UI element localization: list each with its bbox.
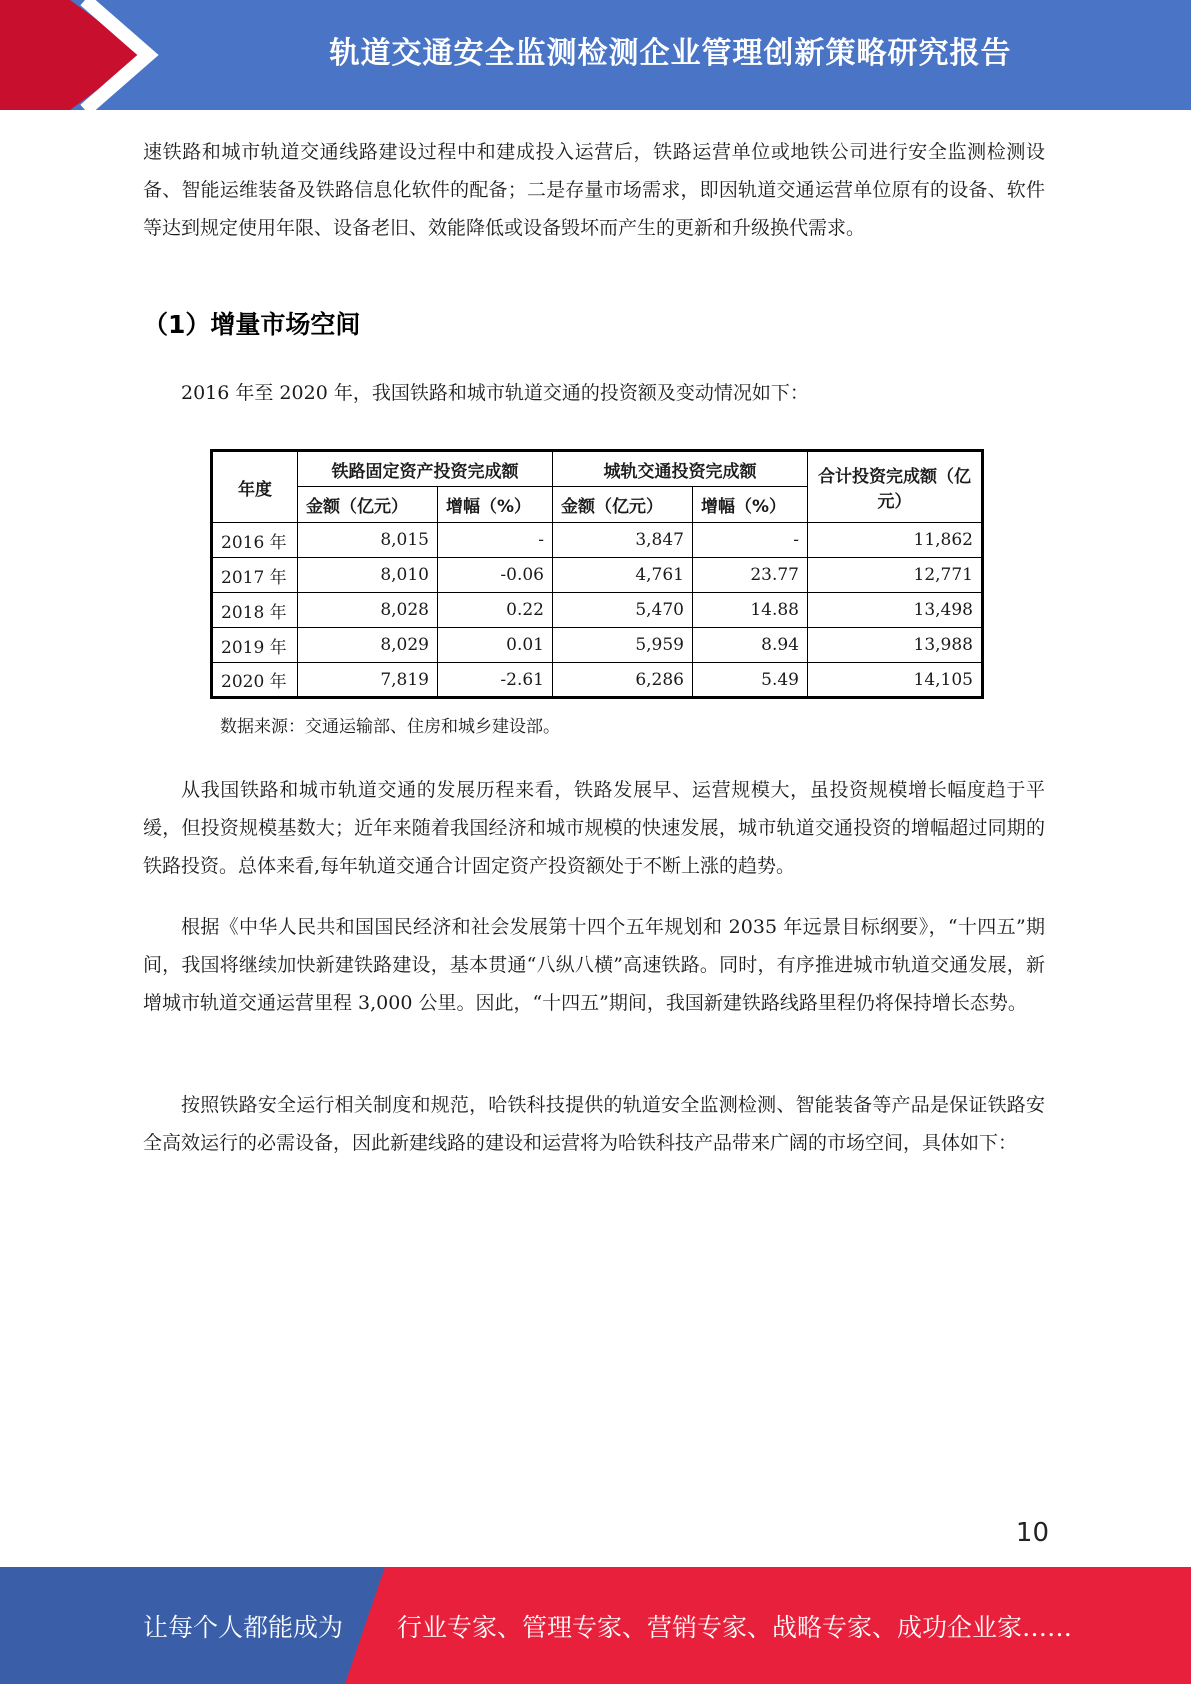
cell-year: 2016 年 — [212, 523, 298, 558]
cell-urban-amount: 6,286 — [553, 663, 693, 698]
paragraph-development-history: 从我国铁路和城市轨道交通的发展历程来看，铁路发展早、运营规模大，虽投资规模增长幅度趋于平缓，但投资规模基数大；近年来随着我国经济和城市规模的快速发展，城市轨道交通投资的增幅超过同期的铁路投资。总体来看,每年轨道交通合计固定资产投资额处于不断上涨的趋势。 — [143, 779, 1045, 877]
cell-rail-amount: 8,015 — [298, 523, 438, 558]
cell-rail-amount: 7,819 — [298, 663, 438, 698]
table-row — [212, 558, 983, 593]
cell-urban-amount: 4,761 — [553, 558, 693, 593]
investment-table — [210, 449, 984, 699]
table-row — [212, 523, 983, 558]
header-year: 年度 — [212, 451, 298, 523]
page-number: 10 — [1015, 1518, 1049, 1548]
header-urban-amount: 金额（亿元） — [553, 487, 693, 523]
table-source-note: 数据来源：交通运输部、住房和城乡建设部。 — [220, 717, 560, 737]
header-rail-growth: 增幅（%） — [438, 487, 553, 523]
cell-total: 13,498 — [808, 593, 983, 628]
cell-year: 2017 年 — [212, 558, 298, 593]
cell-urban-growth: - — [693, 523, 808, 558]
paragraph-five-year-plan: 根据《中华人民共和国国民经济和社会发展第十四个五年规划和 2035 年远景目标纲要》，“十四五”期间，我国将继续加快新建铁路建设，基本贯通“八纵八横”高速铁路。同时，有序推进城市轨道交通发展，新增城市轨道交通运营里程 3,000 公里。因此，“十四五”期间，我国新建铁路线路里程仍将保持增长态势。 — [143, 916, 1045, 1014]
table-row — [212, 663, 983, 698]
cell-rail-amount: 8,029 — [298, 628, 438, 663]
cell-rail-growth: -2.61 — [438, 663, 553, 698]
cell-rail-amount: 8,028 — [298, 593, 438, 628]
cell-rail-amount: 8,010 — [298, 558, 438, 593]
header-total-investment: 合计投资完成额（亿元） — [808, 451, 983, 523]
cell-urban-growth: 23.77 — [693, 558, 808, 593]
cell-year: 2020 年 — [212, 663, 298, 698]
cell-urban-growth: 5.49 — [693, 663, 808, 698]
footer-slogan-right: 行业专家、管理专家、营销专家、战略专家、成功企业家…… — [397, 1612, 1073, 1642]
cell-urban-amount: 3,847 — [553, 523, 693, 558]
cell-year: 2018 年 — [212, 593, 298, 628]
cell-rail-growth: 0.01 — [438, 628, 553, 663]
table-row — [212, 628, 983, 663]
header-urban-growth: 增幅（%） — [693, 487, 808, 523]
paragraph-demand-intro: 速铁路和城市轨道交通线路建设过程中和建成投入运营后，铁路运营单位或地铁公司进行安全监测检测设备、智能运维装备及铁路信息化软件的配备；二是存量市场需求，即因轨道交通运营单位原有的设备、软件等达到规定使用年限、设备老旧、效能降低或设备毁坏而产生的更新和升级换代需求。 — [143, 141, 1045, 239]
page-header — [0, 0, 1191, 110]
header-rail-amount: 金额（亿元） — [298, 487, 438, 523]
report-title: 轨道交通安全监测检测企业管理创新策略研究报告 — [329, 36, 1012, 71]
cell-rail-growth: -0.06 — [438, 558, 553, 593]
paragraph-table-intro: 2016 年至 2020 年，我国铁路和城市轨道交通的投资额及变动情况如下： — [181, 382, 809, 404]
cell-total: 13,988 — [808, 628, 983, 663]
section-title-incremental-market: （1）增量市场空间 — [143, 310, 361, 339]
cell-total: 11,862 — [808, 523, 983, 558]
investment-table-wrapper — [210, 449, 981, 699]
page-footer — [0, 1567, 1191, 1684]
header-urban-rail-investment: 城轨交通投资完成额 — [553, 451, 808, 487]
cell-urban-growth: 14.88 — [693, 593, 808, 628]
cell-rail-growth: 0.22 — [438, 593, 553, 628]
header-red-chevron — [0, 0, 145, 110]
footer-slogan-left: 让每个人都能成为 — [143, 1612, 344, 1642]
cell-urban-growth: 8.94 — [693, 628, 808, 663]
cell-year: 2019 年 — [212, 628, 298, 663]
cell-urban-amount: 5,470 — [553, 593, 693, 628]
cell-rail-growth: - — [438, 523, 553, 558]
cell-urban-amount: 5,959 — [553, 628, 693, 663]
header-rail-investment: 铁路固定资产投资完成额 — [298, 451, 553, 487]
cell-total: 12,771 — [808, 558, 983, 593]
paragraph-market-space: 按照铁路安全运行相关制度和规范，哈铁科技提供的轨道安全监测检测、智能装备等产品是保证铁路安全高效运行的必需设备，因此新建线路的建设和运营将为哈铁科技产品带来广阔的市场空间，具体如下： — [143, 1094, 1045, 1154]
table-row — [212, 593, 983, 628]
cell-total: 14,105 — [808, 663, 983, 698]
